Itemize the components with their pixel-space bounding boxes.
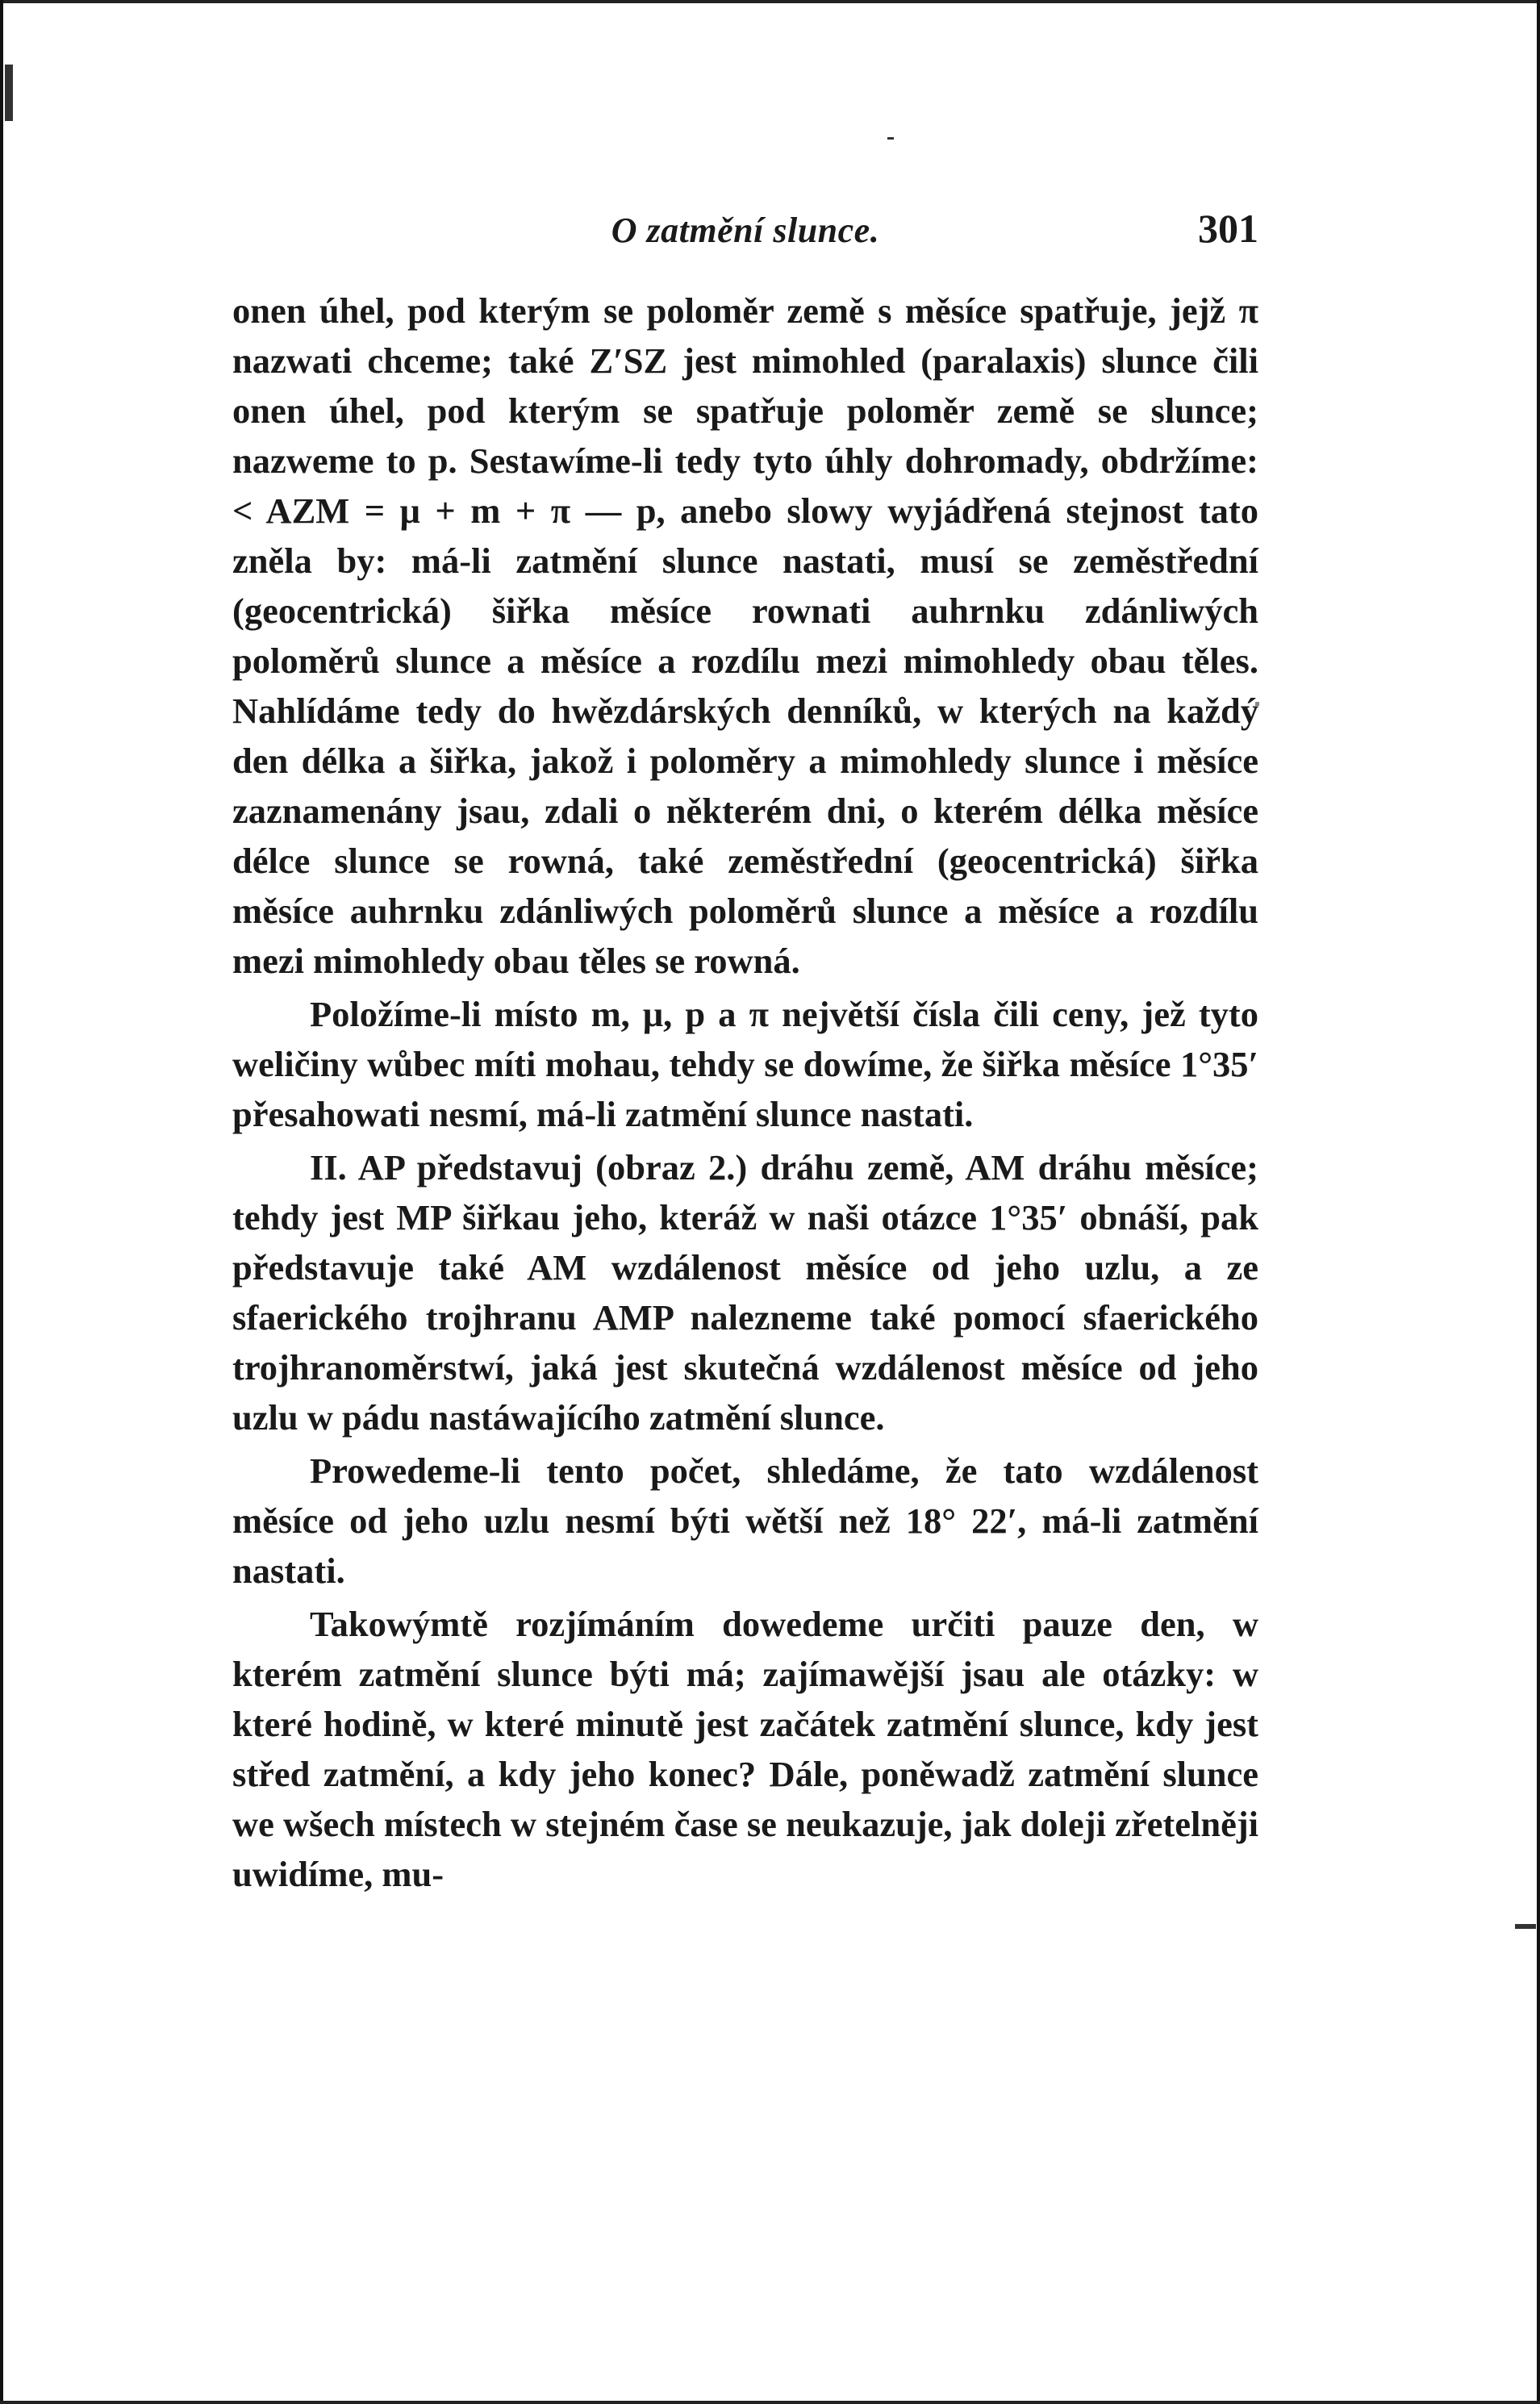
page-number: 301: [1198, 206, 1258, 251]
scan-speck: [1515, 1924, 1536, 1929]
page-edge-top: [0, 0, 1540, 3]
page-header: [232, 205, 1258, 253]
page-edge-bottom: [0, 2401, 1540, 2404]
page-edge-left: [0, 0, 3, 2404]
scan-speck: [5, 65, 13, 121]
paragraph-1: onen úhel, pod kterým se poloměr země s měsíce spatřuje, jejž π nazwati chceme; také Z′SZ jest mimohled (paralaxis) slunce čili onen úhel, pod kterým se spatřuje poloměr země se slunce; nazweme to p. Sestawíme-li tedy tyto úhly dohromady, obdržíme: < AZM = μ + m + π — p, anebo slowy wyjádřená stejnost tato zněla by: má-li zatmění slunce nastati, musí se zeměstřední (geocentrická) šiřka měsíce rownati auhrnku zdánliwých poloměrů slunce a měsíce a rozdílu mezi mimohledy obau těles. Nahlídáme tedy do hwězdárských denníků, w kterých na každý den délka a šiřka, jakož i poloměry a mimohledy slunce i měsíce zaznamenány jsau, zdali o některém dni, o kterém délka měsíce délce slunce se rowná, také zeměstřední (geocentrická) šiřka měsíce auhrnku zdánliwých poloměrů slunce a měsíce a rozdílu mezi mimohledy obau těles se rowná.: [232, 290, 1258, 981]
scan-speck: [887, 137, 894, 140]
page-edge-right: [1537, 0, 1540, 2404]
paragraph-3: II. AP představuj (obraz 2.) dráhu země, AM dráhu měsíce; tehdy jest MP šiřkau jeho, kteráž w naši otázce 1°35′ obnáší, pak představuje také AM wzdálenost měsíce od jeho uzlu, a ze sfaerického trojhranu AMP nalezneme také pomocí sfaerického trojhranoměrstwí, jaká jest skutečná wzdálenost měsíce od jeho uzlu w pádu nastáwajícího zatmění slunce.: [232, 1147, 1258, 1438]
running-title: O zatmění slunce.: [611, 211, 880, 250]
paragraph-4: Prowedeme-li tento počet, shledáme, že tato wzdálenost měsíce od jeho uzlu nesmí býti wětší než 18° 22′, má-li zatmění nastati.: [232, 1450, 1258, 1591]
paragraph-2: Položíme-li místo m, μ, p a π největší čísla čili ceny, jež tyto weličiny wůbec míti mohau, tehdy se dowíme, že šiřka měsíce 1°35′ přesahowati nesmí, má-li zatmění slunce nastati.: [232, 994, 1258, 1134]
body-text: [232, 286, 1258, 1899]
paragraph-5: Takowýmtě rozjímáním dowedeme určiti pauze den, w kterém zatmění slunce býti má; zajímawější jsau ale otázky: w které hodině, w které minutě jest začátek zatmění slunce, kdy jest střed zatmění, a kdy jeho konec? Dále, poněwadž zatmění slunce we wšech místech w stejném čase se neukazuje, jak doleji zřetelněji uwidíme, mu-: [232, 1604, 1258, 1894]
